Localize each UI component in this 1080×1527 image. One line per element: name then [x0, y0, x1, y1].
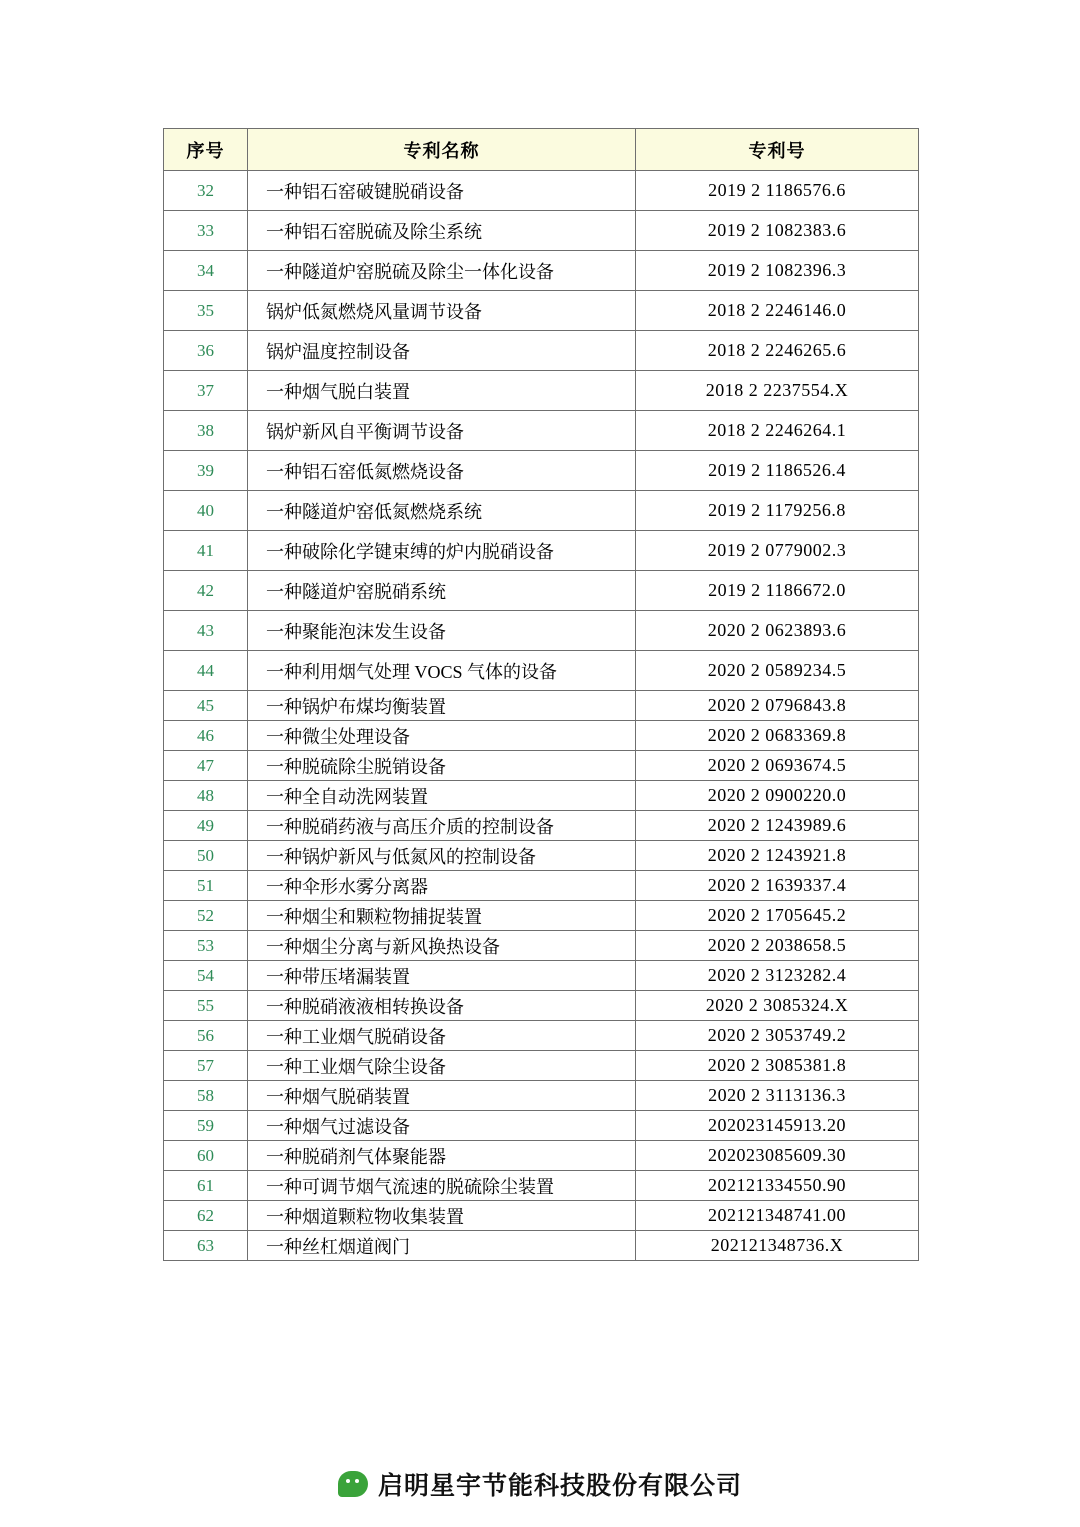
- cell-index: 41: [164, 531, 248, 571]
- table-row: [164, 811, 919, 841]
- cell-index: 45: [164, 691, 248, 721]
- table-row: [164, 611, 919, 651]
- cell-patent-name: 一种隧道炉窑低氮燃烧系统: [248, 491, 636, 531]
- cell-patent-number: 2019 2 1179256.8: [636, 491, 919, 531]
- cell-patent-name: 一种烟道颗粒物收集装置: [248, 1201, 636, 1231]
- cell-index: 59: [164, 1111, 248, 1141]
- cell-patent-number: 2019 2 1186526.4: [636, 451, 919, 491]
- cell-index: 38: [164, 411, 248, 451]
- table-row: [164, 751, 919, 781]
- cell-index: 32: [164, 171, 248, 211]
- table-row: [164, 1201, 919, 1231]
- cell-index: 42: [164, 571, 248, 611]
- table-header-row: [164, 129, 919, 171]
- cell-patent-name: 一种伞形水雾分离器: [248, 871, 636, 901]
- table-row: [164, 571, 919, 611]
- cell-patent-number: 2019 2 1082383.6: [636, 211, 919, 251]
- cell-patent-name: 一种利用烟气处理 VOCS 气体的设备: [248, 651, 636, 691]
- cell-patent-name: 一种带压堵漏装置: [248, 961, 636, 991]
- page-footer: [0, 1466, 1080, 1502]
- cell-patent-number: 2020 2 3113136.3: [636, 1081, 919, 1111]
- table-row: [164, 211, 919, 251]
- cell-patent-number: 2020 2 0589234.5: [636, 651, 919, 691]
- table-row: [164, 841, 919, 871]
- cell-index: 39: [164, 451, 248, 491]
- cell-patent-name: 锅炉新风自平衡调节设备: [248, 411, 636, 451]
- cell-patent-name: 一种工业烟气除尘设备: [248, 1051, 636, 1081]
- table-row: [164, 781, 919, 811]
- table-row: [164, 931, 919, 961]
- table-row: [164, 1231, 919, 1261]
- table-row: [164, 1081, 919, 1111]
- cell-index: 37: [164, 371, 248, 411]
- cell-patent-name: 一种脱硝剂气体聚能器: [248, 1141, 636, 1171]
- cell-patent-name: 一种微尘处理设备: [248, 721, 636, 751]
- table-row: [164, 691, 919, 721]
- table-row: [164, 371, 919, 411]
- table-row: [164, 721, 919, 751]
- cell-patent-number: 2020 2 3085324.X: [636, 991, 919, 1021]
- table-row: [164, 251, 919, 291]
- cell-patent-number: 2020 2 1243921.8: [636, 841, 919, 871]
- cell-index: 56: [164, 1021, 248, 1051]
- cell-patent-number: 2018 2 2246265.6: [636, 331, 919, 371]
- cell-patent-name: 一种脱硫除尘脱销设备: [248, 751, 636, 781]
- cell-patent-name: 一种锅炉布煤均衡装置: [248, 691, 636, 721]
- cell-patent-number: 2020 2 3085381.8: [636, 1051, 919, 1081]
- table-row: [164, 901, 919, 931]
- cell-patent-number: 2018 2 2246264.1: [636, 411, 919, 451]
- table-row: [164, 451, 919, 491]
- cell-index: 55: [164, 991, 248, 1021]
- cell-index: 46: [164, 721, 248, 751]
- table-row: [164, 651, 919, 691]
- cell-index: 62: [164, 1201, 248, 1231]
- cell-index: 40: [164, 491, 248, 531]
- table-row: [164, 411, 919, 451]
- patent-list-table: [163, 128, 919, 1261]
- cell-patent-number: 2019 2 1082396.3: [636, 251, 919, 291]
- cell-patent-number: 2019 2 0779002.3: [636, 531, 919, 571]
- cell-patent-number: 2018 2 2237554.X: [636, 371, 919, 411]
- cell-patent-number: 2019 2 1186672.0: [636, 571, 919, 611]
- cell-index: 49: [164, 811, 248, 841]
- table-header: [164, 129, 919, 171]
- cell-patent-name: 一种隧道炉窑脱硫及除尘一体化设备: [248, 251, 636, 291]
- cell-index: 54: [164, 961, 248, 991]
- cell-index: 52: [164, 901, 248, 931]
- cell-index: 34: [164, 251, 248, 291]
- cell-index: 47: [164, 751, 248, 781]
- table-row: [164, 1021, 919, 1051]
- table-row: [164, 331, 919, 371]
- cell-index: 33: [164, 211, 248, 251]
- cell-patent-name: 一种丝杠烟道阀门: [248, 1231, 636, 1261]
- cell-patent-name: 一种破除化学键束缚的炉内脱硝设备: [248, 531, 636, 571]
- column-header-patent-name: 专利名称: [248, 129, 636, 171]
- cell-index: 50: [164, 841, 248, 871]
- cell-patent-number: 2020 2 0900220.0: [636, 781, 919, 811]
- cell-patent-number: 202121334550.90: [636, 1171, 919, 1201]
- table-row: [164, 171, 919, 211]
- cell-index: 63: [164, 1231, 248, 1261]
- table-row: [164, 1171, 919, 1201]
- cell-patent-name: 锅炉低氮燃烧风量调节设备: [248, 291, 636, 331]
- cell-patent-number: 2020 2 3053749.2: [636, 1021, 919, 1051]
- cell-patent-number: 2020 2 0623893.6: [636, 611, 919, 651]
- company-name: 启明星宇节能科技股份有限公司: [377, 1472, 742, 1500]
- cell-patent-name: 一种工业烟气脱硝设备: [248, 1021, 636, 1051]
- cell-patent-name: 一种铝石窑脱硫及除尘系统: [248, 211, 636, 251]
- table-row: [164, 291, 919, 331]
- cell-patent-name: 一种烟气脱硝装置: [248, 1081, 636, 1111]
- cell-index: 44: [164, 651, 248, 691]
- table-body: [164, 171, 919, 1261]
- cell-patent-name: 一种脱硝药液与高压介质的控制设备: [248, 811, 636, 841]
- column-header-index: 序号: [164, 129, 248, 171]
- cell-patent-name: 一种铝石窑破键脱硝设备: [248, 171, 636, 211]
- cell-patent-name: 一种脱硝液液相转换设备: [248, 991, 636, 1021]
- table-row: [164, 1051, 919, 1081]
- cell-patent-name: 一种铝石窑低氮燃烧设备: [248, 451, 636, 491]
- cell-patent-name: 一种隧道炉窑脱硝系统: [248, 571, 636, 611]
- cell-patent-number: 2020 2 1243989.6: [636, 811, 919, 841]
- cell-patent-name: 锅炉温度控制设备: [248, 331, 636, 371]
- cell-index: 58: [164, 1081, 248, 1111]
- cell-index: 35: [164, 291, 248, 331]
- cell-patent-name: 一种烟尘分离与新风换热设备: [248, 931, 636, 961]
- cell-index: 61: [164, 1171, 248, 1201]
- cell-patent-number: 2020 2 0796843.8: [636, 691, 919, 721]
- cell-index: 57: [164, 1051, 248, 1081]
- cell-patent-name: 一种烟气脱白装置: [248, 371, 636, 411]
- cell-patent-number: 2020 2 1705645.2: [636, 901, 919, 931]
- table-row: [164, 871, 919, 901]
- table-row: [164, 491, 919, 531]
- cell-patent-name: 一种可调节烟气流速的脱硫除尘装置: [248, 1171, 636, 1201]
- cell-index: 60: [164, 1141, 248, 1171]
- cell-patent-number: 2019 2 1186576.6: [636, 171, 919, 211]
- cell-patent-number: 2020 2 1639337.4: [636, 871, 919, 901]
- table-row: [164, 1141, 919, 1171]
- cell-patent-name: 一种聚能泡沫发生设备: [248, 611, 636, 651]
- cell-patent-number: 202023145913.20: [636, 1111, 919, 1141]
- cell-patent-name: 一种全自动洗网装置: [248, 781, 636, 811]
- table-row: [164, 1111, 919, 1141]
- table-row: [164, 991, 919, 1021]
- cell-patent-number: 2020 2 0693674.5: [636, 751, 919, 781]
- table-row: [164, 961, 919, 991]
- cell-patent-number: 202121348741.00: [636, 1201, 919, 1231]
- wechat-icon: [338, 1471, 368, 1497]
- cell-patent-name: 一种烟气过滤设备: [248, 1111, 636, 1141]
- cell-patent-number: 2018 2 2246146.0: [636, 291, 919, 331]
- cell-patent-name: 一种锅炉新风与低氮风的控制设备: [248, 841, 636, 871]
- cell-patent-number: 2020 2 2038658.5: [636, 931, 919, 961]
- cell-index: 43: [164, 611, 248, 651]
- cell-index: 53: [164, 931, 248, 961]
- table-row: [164, 531, 919, 571]
- cell-patent-number: 2020 2 3123282.4: [636, 961, 919, 991]
- column-header-patent-number: 专利号: [636, 129, 919, 171]
- cell-patent-name: 一种烟尘和颗粒物捕捉装置: [248, 901, 636, 931]
- cell-patent-number: 202023085609.30: [636, 1141, 919, 1171]
- cell-patent-number: 202121348736.X: [636, 1231, 919, 1261]
- cell-patent-number: 2020 2 0683369.8: [636, 721, 919, 751]
- cell-index: 36: [164, 331, 248, 371]
- cell-index: 51: [164, 871, 248, 901]
- cell-index: 48: [164, 781, 248, 811]
